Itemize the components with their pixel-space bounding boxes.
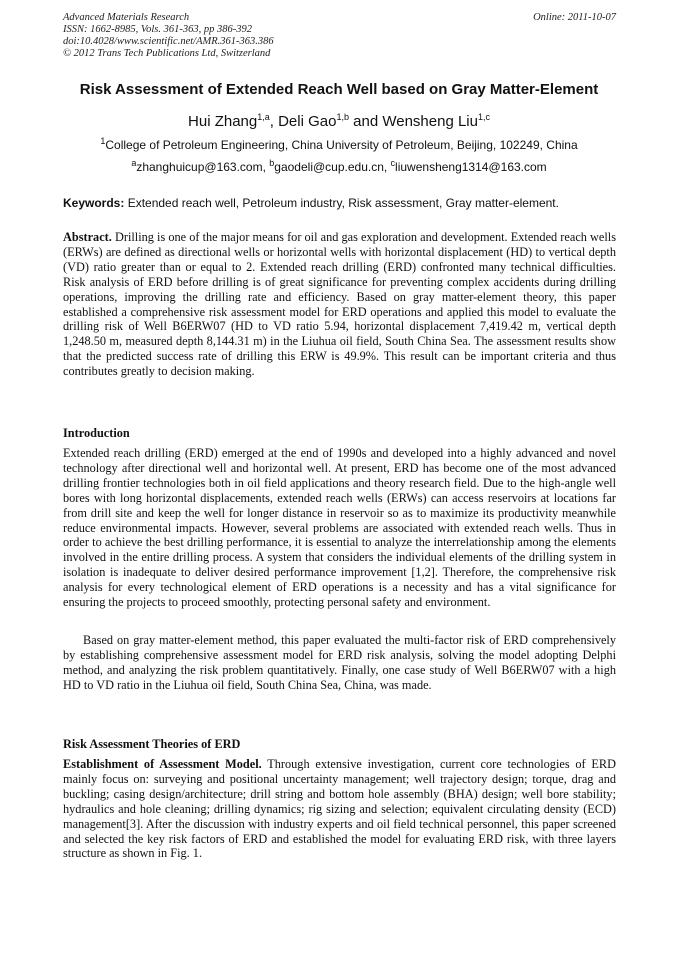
journal-issn: ISSN: 1662-8985, Vols. 361-363, pp 386-392 — [63, 24, 252, 35]
journal-copyright: © 2012 Trans Tech Publications Ltd, Switzerland — [63, 48, 271, 59]
affiliation-superscript: 1 — [100, 136, 106, 146]
journal-doi: doi:10.4028/www.scientific.net/AMR.361-363.386 — [63, 36, 274, 47]
introduction-heading: Introduction — [63, 426, 130, 440]
author-superscript: 1,a — [257, 112, 270, 122]
paper-title: Risk Assessment of Extended Reach Well based on Gray Matter-Element — [79, 81, 599, 98]
email-address[interactable]: zhanghuicup@163.com, — [136, 160, 270, 174]
email-superscript: c — [390, 158, 396, 168]
author-name: Deli Gao — [278, 113, 337, 130]
author-list — [40, 112, 638, 132]
risk-theories-heading: Risk Assessment Theories of ERD — [63, 737, 241, 751]
author-name: Hui Zhang — [188, 113, 258, 130]
keywords — [63, 195, 616, 211]
online-date: Online: 2011-10-07 — [533, 12, 616, 23]
email-superscript: a — [131, 158, 137, 168]
abstract-text: Drilling is one of the major means for oil and gas exploration and development. Extended reach wells (ERWs) are defined as directional wells or horizontal wells with horizontal displacement (HD) to vertical depth (VD) ratio greater than or equal to 2. Extended reach drilling (ERD) confronted many technical difficulties. Risk analysis of ERD before drilling is of great significance for preventing complex accidents during drilling operations, improving the drilling rate and efficiency. Based on gray matter-element theory, this paper established a comprehensive risk assessment model for ERD operations and applied this model to evaluate the drilling risk of Well B6ERW07 (HD to VD ratio 5.94, horizontal displacement 7,419.42 m, vertical depth 1,248.50 m, measured depth 8,144.31 m) in the Liuhua oil field, South China Sea. The assessment results show that the predicted success rate of drilling this ERW is 49.9%. This result can be important criteria and thus contributes greatly to decision making. — [63, 230, 616, 379]
introduction-paragraph-1: Extended reach drilling (ERD) emerged at the end of 1990s and developed into a highly advanced and novel technology after directional well and horizontal well. At present, ERD has become one of the most advanced drilling frontier technologies both in oil field applications and theory research field. Due to the high-angle well bores with long horizontal displacements, extended reach wells (ERWs) can access reservoirs at locations far from drill site and keep the well for longer distance in reservoir so as to maximize its productivity meanwhile reduce environmental impacts. However, several problems are associated with extended reach wells. Thus in order to achieve the best drilling performance, it is essential to analyze the interrelationship among the elements involved in the entire drilling process. A system that considers the individual elements of the drilling system in isolation is inadequate to deliver desired performance improvement [1,2]. Therefore, the comprehensive risk analysis for every technological element of ERD operations is a necessity and has a vital significance for ensuring the projects to proceed smoothly, protecting personal safety and environment. — [63, 446, 616, 610]
author-separator: and — [348, 113, 383, 130]
email-list — [40, 159, 638, 175]
keywords-text: Extended reach well, Petroleum industry, Risk assessment, Gray matter-element. — [124, 196, 559, 210]
email-address[interactable]: liuwensheng1314@163.com — [395, 160, 547, 174]
email-address[interactable]: gaodeli@cup.edu.cn, — [274, 160, 391, 174]
affiliation-text: College of Petroleum Engineering, China University of Petroleum, Beijing, 102249, China — [105, 138, 578, 152]
keywords-label: Keywords: — [63, 196, 125, 210]
subsection-text: Through extensive investigation, current core technologies of ERD mainly focus on: surveying and positional uncertainty management; well trajectory design; torque, drag and buckling; casing design/architecture; drill string and bottom hole assembly (BHA) design; well bore stability; hydraulics and hole cleaning; drilling dynamics; rig sizing and selection; equivalent circulating density (ECD) management[3]. After the discussion with industry experts and oil field technical personnel, this paper screened and selected the key risk factors of ERD and established the model for evaluating ERD risk, with three layers structure as shown in Fig. 1. — [63, 757, 616, 861]
journal-name: Advanced Materials Research — [63, 12, 190, 23]
author-name: Wensheng Liu — [382, 113, 478, 130]
journal-header — [63, 12, 616, 60]
author-superscript: 1,c — [477, 112, 490, 122]
author-superscript: 1,b — [336, 112, 349, 122]
abstract — [63, 230, 616, 379]
email-superscript: b — [269, 158, 275, 168]
subsection-lead: Establishment of Assessment Model. — [63, 757, 262, 771]
abstract-label: Abstract. — [63, 230, 112, 244]
author-separator: , — [269, 113, 279, 130]
risk-theories-paragraph — [63, 757, 616, 861]
introduction-paragraph-2: Based on gray matter-element method, this paper evaluated the multi-factor risk of ERD comprehensively by establishing comprehensive assessment model for ERD risk analysis, solving the model adopting Delphi method, and analyzing the risk problem quantitatively. Finally, one case study of Well B6ERW07 with a high HD to VD ratio in the Liuhua oil field, South China Sea, China, was made. — [63, 633, 616, 692]
affiliation — [40, 137, 638, 153]
